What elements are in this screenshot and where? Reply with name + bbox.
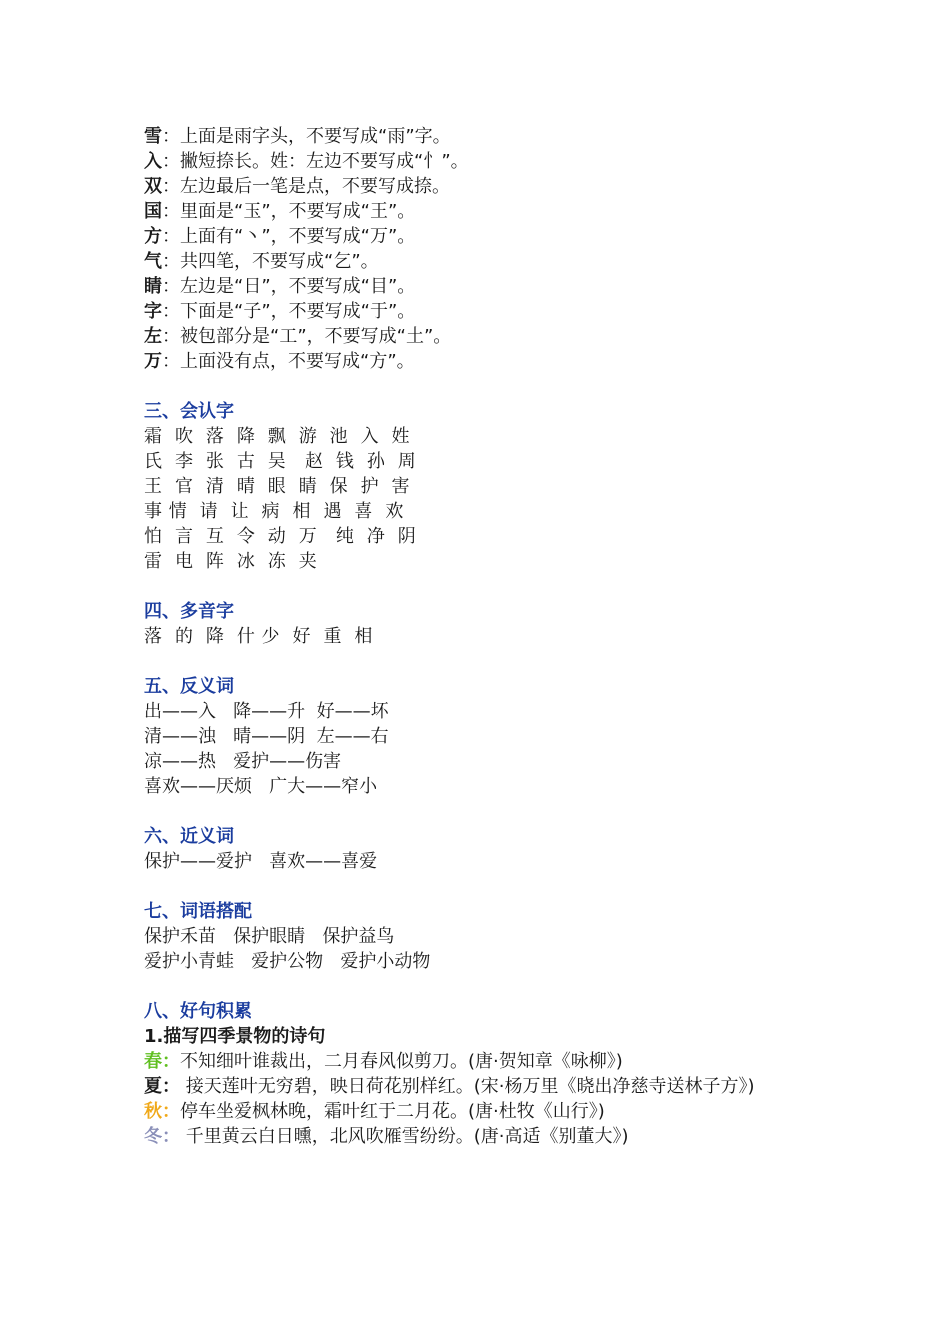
note-text: ：左边是“日”，不要写成“目”。: [162, 276, 416, 297]
poem-text: 不知细叶谁裁出，二月春风似剪刀。(唐·贺知章《咏柳》): [180, 1051, 623, 1072]
note-line: [144, 349, 824, 374]
note-line: [144, 124, 824, 149]
char-row: 事 情 请 让 病 相 遇 喜 欢: [144, 501, 404, 522]
note-text: ：上面有“丶”，不要写成“万”。: [162, 226, 416, 247]
note-line: [144, 324, 824, 349]
note-char: 气: [144, 251, 162, 272]
document-page: [144, 124, 824, 1149]
note-text: ：下面是“子”，不要写成“于”。: [162, 301, 416, 322]
season-label-autumn: 秋：: [144, 1101, 180, 1122]
synonym-row: 保护——爱护 喜欢——喜爱: [144, 851, 378, 872]
spacer: [144, 874, 824, 899]
section-heading-good-sentences: 八、好句积累: [144, 1001, 252, 1022]
note-text: ：上面没有点，不要写成“方”。: [162, 351, 415, 372]
collocation-row: 保护禾苗 保护眼睛 保护益鸟: [144, 926, 395, 947]
antonym-row: 凉——热 爱护——伤害: [144, 751, 342, 772]
note-char: 左: [144, 326, 162, 347]
note-text: ：上面是雨字头，不要写成“雨”字。: [162, 126, 451, 147]
spacer: [144, 974, 824, 999]
note-char: 睛: [144, 276, 162, 297]
antonym-row: 出——入 降——升 好——坏: [144, 701, 389, 722]
spacer: [144, 649, 824, 674]
spacer: [144, 799, 824, 824]
note-text: ：左边最后一笔是点，不要写成捺。: [162, 176, 450, 197]
char-row: 氏 李 张 古 吴 赵 钱 孙 周: [144, 451, 417, 472]
note-line: [144, 174, 824, 199]
note-line: [144, 224, 824, 249]
note-line: [144, 299, 824, 324]
char-row: 王 官 清 晴 眼 睛 保 护 害: [144, 476, 411, 497]
spacer: [144, 574, 824, 599]
note-char: 雪: [144, 126, 162, 147]
section-heading-synonyms: 六、近义词: [144, 826, 234, 847]
section-heading-polyphones: 四、多音字: [144, 601, 234, 622]
season-label-spring: 春：: [144, 1051, 180, 1072]
antonym-row: 清——浊 晴——阴 左——右: [144, 726, 389, 747]
spacer: [144, 374, 824, 399]
char-row: 雷 电 阵 冰 冻 夹: [144, 551, 318, 572]
collocation-row: 爱护小青蛙 爱护公物 爱护小动物: [144, 951, 431, 972]
poem-line: [144, 1074, 824, 1099]
note-char: 方: [144, 226, 162, 247]
antonym-row: 喜欢——厌烦 广大——窄小: [144, 776, 378, 797]
char-row: 霜 吹 落 降 飘 游 池 入 姓: [144, 426, 411, 447]
poem-text: 停车坐爱枫林晚，霜叶红于二月花。(唐·杜牧《山行》): [180, 1101, 605, 1122]
season-label-winter: 冬：: [144, 1126, 180, 1147]
char-row: 怕 言 互 令 动 万 纯 净 阴: [144, 526, 417, 547]
subheading-season-poems: 1.描写四季景物的诗句: [144, 1026, 326, 1047]
poem-line: [144, 1049, 824, 1074]
poem-line: [144, 1124, 824, 1149]
section-heading-antonyms: 五、反义词: [144, 676, 234, 697]
note-text: ：撇短捺长。姓：左边不要写成“忄”。: [162, 151, 469, 172]
note-char: 双: [144, 176, 162, 197]
note-text: ：共四笔，不要写成“乞”。: [162, 251, 379, 272]
poem-text: 千里黄云白日曛，北风吹雁雪纷纷。(唐·高适《别董大》): [180, 1126, 629, 1147]
note-text: ：被包部分是“工”，不要写成“土”。: [162, 326, 452, 347]
note-line: [144, 149, 824, 174]
note-line: [144, 274, 824, 299]
char-row: 落 的 降 什 少 好 重 相: [144, 626, 373, 647]
note-char: 字: [144, 301, 162, 322]
note-text: ：里面是“玉”，不要写成“王”。: [162, 201, 416, 222]
note-line: [144, 199, 824, 224]
note-char: 万: [144, 351, 162, 372]
season-label-summer: 夏：: [144, 1076, 180, 1097]
note-line: [144, 249, 824, 274]
section-heading-recognize: 三、会认字: [144, 401, 234, 422]
poem-line: [144, 1099, 824, 1124]
poem-text: 接天莲叶无穷碧，映日荷花别样红。(宋·杨万里《晓出净慈寺送林子方》): [180, 1076, 755, 1097]
note-char: 国: [144, 201, 162, 222]
section-heading-collocations: 七、词语搭配: [144, 901, 252, 922]
note-char: 入: [144, 151, 162, 172]
